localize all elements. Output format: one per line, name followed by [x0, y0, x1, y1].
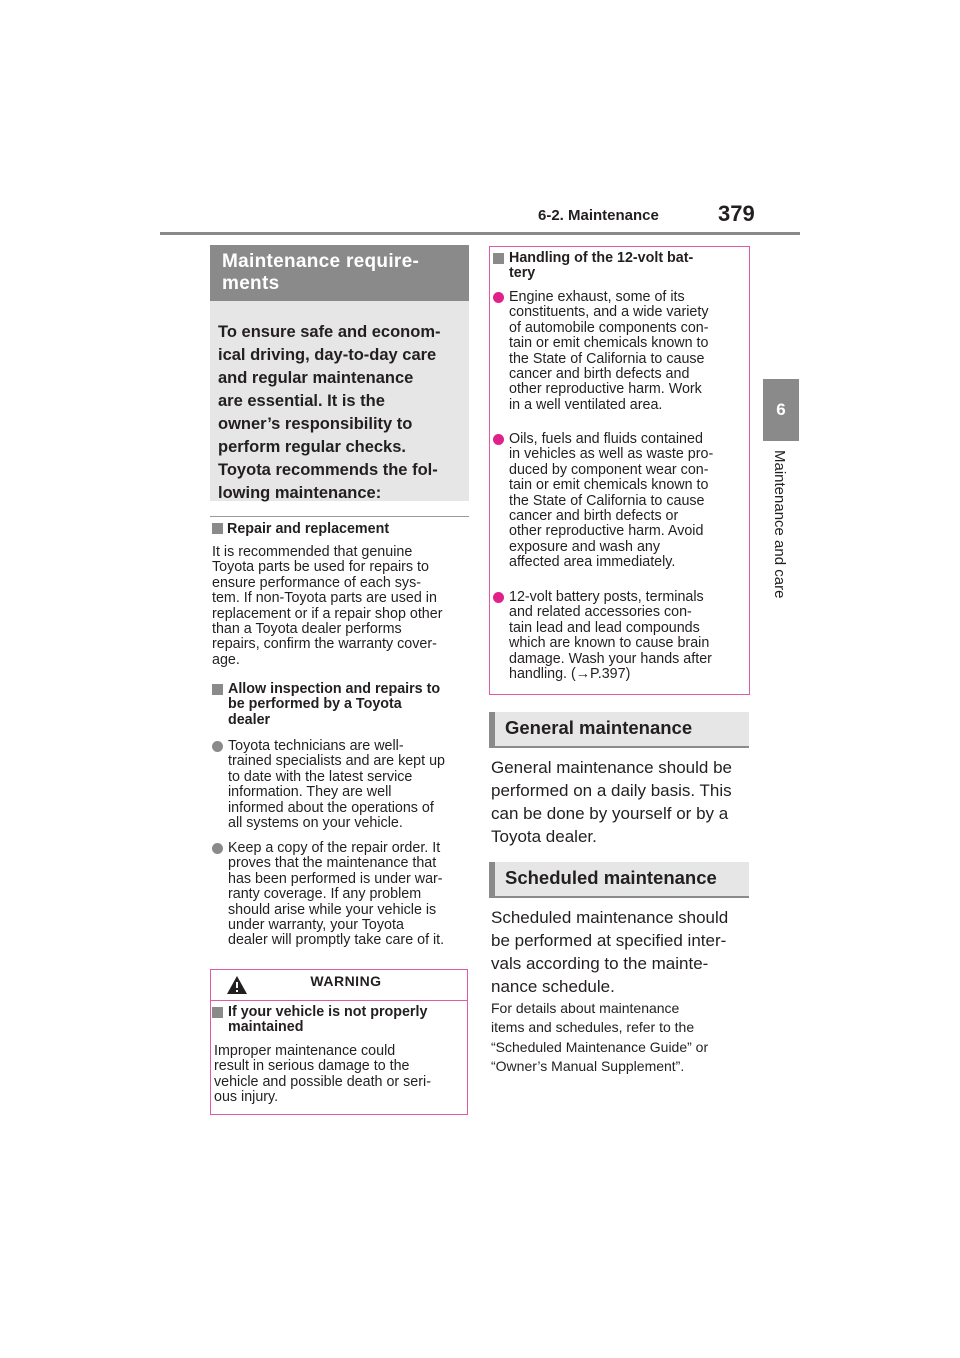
heading-line: Handling of the 12-volt bat-	[509, 250, 694, 266]
body-line: Oils, fuels and fluids contained	[509, 431, 703, 447]
body-line: Toyota dealer.	[491, 827, 597, 846]
heading-line: maintained	[228, 1019, 304, 1036]
body-line: age.	[212, 651, 240, 668]
inspection-heading	[212, 682, 474, 728]
body-line: It is recommended that genuine	[212, 544, 413, 560]
body-line: which are known to cause brain	[509, 635, 710, 652]
body-line: affected area immediately.	[509, 554, 676, 571]
body-line: ranty coverage. If any problem	[228, 886, 422, 903]
body-line: in a well ventilated area.	[509, 396, 663, 413]
body-line: and related accessories con-	[509, 604, 692, 621]
round-bullet-icon	[493, 434, 504, 445]
body-line: the State of California to cause	[509, 350, 705, 367]
warning-heading	[212, 1005, 466, 1036]
body-line: repairs, confirm the warranty cover-	[212, 636, 437, 653]
intro-box	[210, 301, 469, 501]
body-line: nance schedule.	[491, 977, 615, 996]
body-line: all systems on your vehicle.	[228, 815, 403, 832]
body-line: performed on a daily basis. This	[491, 781, 732, 800]
list-item	[493, 590, 759, 682]
body-line: should arise while your vehicle is	[228, 901, 437, 918]
body-line: constituents, and a wide variety	[509, 304, 709, 321]
body-line: be performed at specified inter-	[491, 931, 727, 950]
body-line: 12-volt battery posts, terminals	[509, 589, 704, 605]
body-line: For details about maintenance	[491, 1000, 680, 1016]
heading-line: If your vehicle is not properly	[228, 1004, 428, 1020]
round-bullet-icon	[212, 741, 223, 752]
list-item	[212, 841, 482, 949]
battery-heading	[493, 251, 745, 282]
body-line: trained specialists and are kept up	[228, 753, 445, 770]
body-line: has been performed is under war-	[228, 870, 443, 887]
body-line: cancer and birth defects or	[509, 508, 679, 525]
scheduled-maintenance-body	[491, 906, 751, 998]
heading-line: Allow inspection and repairs to	[228, 681, 441, 697]
intro-line: lowing maintenance:	[218, 484, 382, 502]
general-maintenance-heading: General maintenance	[489, 712, 749, 746]
chapter-tab: 6	[763, 379, 799, 441]
body-line: under warranty, your Toyota	[228, 917, 404, 934]
intro-line: owner’s responsibility to	[218, 415, 413, 433]
requirements-heading	[210, 245, 469, 301]
body-line: Toyota parts be used for repairs to	[212, 559, 429, 576]
round-bullet-icon	[493, 592, 504, 603]
list-item	[493, 432, 759, 571]
body-line: Improper maintenance could	[214, 1043, 396, 1059]
intro-line: perform regular checks.	[218, 438, 406, 456]
heading-line: Maintenance require-	[222, 251, 420, 272]
body-line: the State of California to cause	[509, 492, 705, 509]
square-bullet-icon	[212, 523, 223, 534]
header-rule	[160, 232, 800, 235]
repair-heading-text: Repair and replacement	[227, 521, 390, 537]
list-item	[212, 739, 478, 831]
body-line: General maintenance should be	[491, 758, 732, 777]
body-line: items and schedules, refer to the	[491, 1019, 695, 1036]
repair-heading	[212, 522, 472, 537]
heading-line: be performed by a Toyota	[228, 696, 402, 713]
square-bullet-icon	[493, 253, 504, 264]
body-line: proves that the maintenance that	[228, 855, 437, 872]
body-line: “Owner’s Manual Supplement”.	[491, 1058, 685, 1075]
list-item	[493, 290, 759, 413]
details-note	[491, 999, 751, 1077]
body-line: can be done by yourself or by a	[491, 804, 729, 823]
body-line: Keep a copy of the repair order. It	[228, 840, 441, 856]
warning-title: WARNING	[310, 973, 382, 989]
body-line: of automobile components con-	[509, 319, 709, 336]
body-line: exposure and wash any	[509, 538, 661, 555]
warning-body	[214, 1044, 468, 1106]
body-line: tain lead and lead compounds	[509, 619, 700, 636]
heading-line: tery	[509, 265, 536, 282]
body-line: result in serious damage to the	[214, 1058, 410, 1075]
body-line: tem. If non-Toyota parts are used in	[212, 590, 437, 607]
square-bullet-icon	[212, 684, 223, 695]
heading-underline	[489, 896, 749, 898]
body-line: “Scheduled Maintenance Guide” or	[491, 1038, 709, 1055]
body-line: replacement or if a repair shop other	[212, 605, 443, 622]
page-number: 379	[718, 201, 755, 226]
intro-line: To ensure safe and econom-	[218, 323, 441, 341]
body-line: information. They are well	[228, 784, 392, 801]
divider	[210, 516, 469, 517]
body-line: ensure performance of each sys-	[212, 574, 421, 591]
body-line: handling. (→P.397)	[509, 666, 631, 683]
body-line: informed about the operations of	[228, 799, 434, 816]
intro-line: and regular maintenance	[218, 369, 414, 387]
body-line: Toyota technicians are well-	[228, 738, 404, 754]
body-line: tain or emit chemicals known to	[509, 477, 709, 494]
body-line: to date with the latest service	[228, 768, 413, 785]
intro-line: are essential. It is the	[218, 392, 385, 410]
body-line: tain or emit chemicals known to	[509, 335, 709, 352]
heading-underline	[489, 746, 749, 748]
general-maintenance-body	[491, 756, 751, 848]
body-line: damage. Wash your hands after	[509, 650, 712, 667]
repair-body	[212, 545, 474, 668]
heading-line: dealer	[228, 711, 271, 728]
body-line: other reproductive harm. Work	[509, 381, 702, 398]
warning-rule	[210, 1000, 468, 1001]
square-bullet-icon	[212, 1007, 223, 1018]
body-line: vehicle and possible death or seri-	[214, 1073, 431, 1090]
chapter-side-label-text: Maintenance and care	[771, 450, 788, 599]
body-line: duced by component wear con-	[509, 461, 709, 478]
heading-line: ments	[222, 273, 280, 294]
round-bullet-icon	[212, 843, 223, 854]
section-title: 6-2. Maintenance	[538, 207, 659, 224]
body-line: in vehicles as well as waste pro-	[509, 446, 714, 463]
body-line: cancer and birth defects and	[509, 366, 690, 383]
body-line: dealer will promptly take care of it.	[228, 932, 445, 949]
body-line: other reproductive harm. Avoid	[509, 523, 704, 540]
body-line: than a Toyota dealer performs	[212, 621, 402, 638]
body-line: vals according to the mainte-	[491, 954, 709, 973]
body-line: ous injury.	[214, 1089, 279, 1106]
intro-line: Toyota recommends the fol-	[218, 461, 438, 479]
body-line: Scheduled maintenance should	[491, 908, 729, 927]
round-bullet-icon	[493, 292, 504, 303]
scheduled-maintenance-heading: Scheduled maintenance	[489, 862, 749, 896]
intro-line: ical driving, day-to-day care	[218, 346, 437, 364]
body-line: Engine exhaust, some of its	[509, 289, 685, 305]
